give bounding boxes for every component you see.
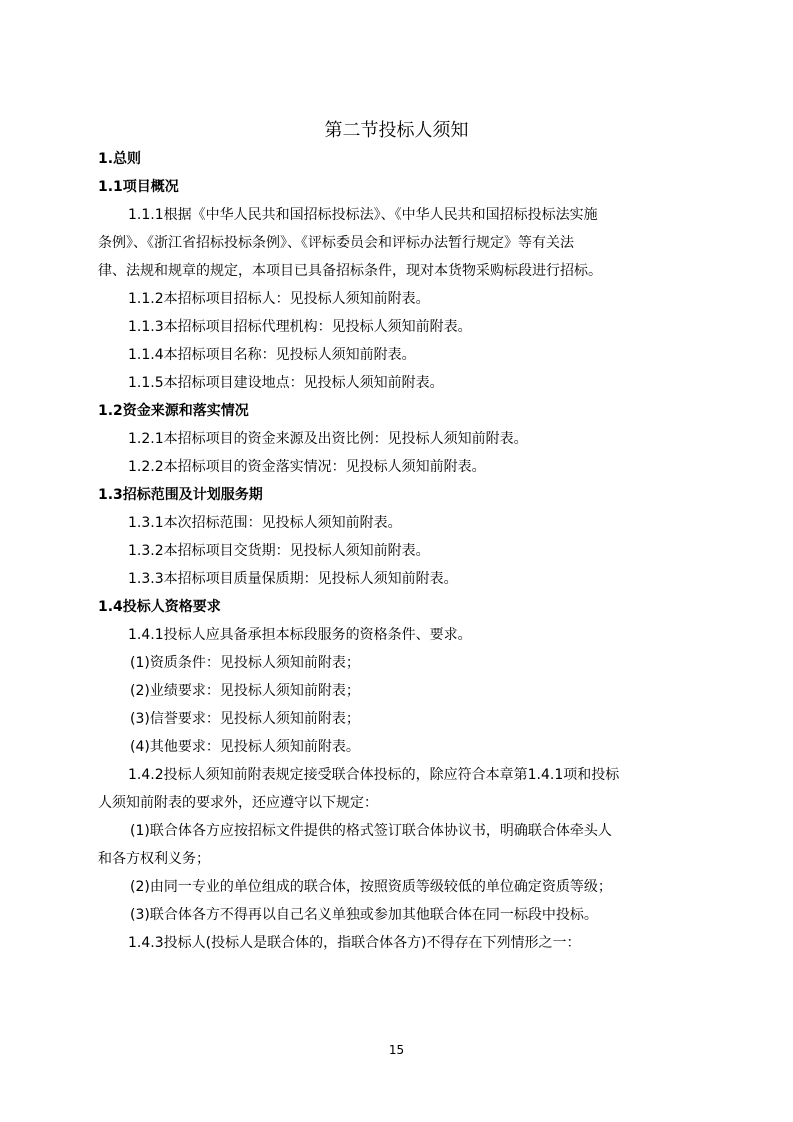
paragraph-1-4-2: 1.4.2投标人须知前附表规定接受联合体投标的，除应符合本章第1.4.1项和投标 <box>128 767 620 783</box>
page-number: 15 <box>388 1043 405 1057</box>
heading-1-4: 1.4投标人资格要求 <box>98 599 221 615</box>
paragraph-1-1-2: 1.1.2本招标项目招标人：见投标人须知前附表。 <box>128 291 430 307</box>
paragraph-1-1-1: 1.1.1根据《中华人民共和国招标投标法》、《中华人民共和国招标投标法实施 <box>128 207 598 223</box>
paragraph-1-1-1-cont2: 律、法规和规章的规定，本项目已具备招标条件，现对本货物采购标段进行招标。 <box>98 263 602 279</box>
list-item-qualification: (1)资质条件：见投标人须知前附表； <box>130 655 360 671</box>
list-item-consortium-3: (3)联合体各方不得再以自己名义单独或参加其他联合体在同一标段中投标。 <box>130 907 598 923</box>
paragraph-1-2-1: 1.2.1本招标项目的资金来源及出资比例：见投标人须知前附表。 <box>128 431 528 447</box>
paragraph-1-4-1: 1.4.1投标人应具备承担本标段服务的资格条件、要求。 <box>128 627 472 643</box>
paragraph-1-1-4: 1.1.4本招标项目名称：见投标人须知前附表。 <box>128 347 416 363</box>
list-item-other: (4)其他要求：见投标人须知前附表。 <box>130 739 360 755</box>
paragraph-1-2-2: 1.2.2本招标项目的资金落实情况：见投标人须知前附表。 <box>128 459 486 475</box>
paragraph-1-1-1-cont: 条例》、《浙江省招标投标条例》、《评标委员会和评标办法暂行规定》等有关法 <box>98 235 574 251</box>
paragraph-1-1-5: 1.1.5本招标项目建设地点：见投标人须知前附表。 <box>128 375 444 391</box>
heading-general: 1.总则 <box>98 151 142 167</box>
heading-1-3: 1.3招标范围及计划服务期 <box>98 487 263 503</box>
list-item-consortium-1-cont: 和各方权利义务； <box>98 851 210 867</box>
paragraph-1-1-3: 1.1.3本招标项目招标代理机构：见投标人须知前附表。 <box>128 319 472 335</box>
list-item-credit: (3)信誉要求：见投标人须知前附表； <box>130 711 360 727</box>
section-title: 第二节投标人须知 <box>324 120 469 141</box>
list-item-performance: (2)业绩要求：见投标人须知前附表； <box>130 683 360 699</box>
heading-1-2: 1.2资金来源和落实情况 <box>98 403 249 419</box>
paragraph-1-4-3: 1.4.3投标人(投标人是联合体的，指联合体各方)不得存在下列情形之一： <box>128 935 581 951</box>
paragraph-1-3-2: 1.3.2本招标项目交货期：见投标人须知前附表。 <box>128 543 430 559</box>
paragraph-1-3-1: 1.3.1本次招标范围：见投标人须知前附表。 <box>128 515 402 531</box>
list-item-consortium-2: (2)由同一专业的单位组成的联合体，按照资质等级较低的单位确定资质等级； <box>130 879 612 895</box>
paragraph-1-3-3: 1.3.3本招标项目质量保质期：见投标人须知前附表。 <box>128 571 458 587</box>
paragraph-1-4-2-cont: 人须知前附表的要求外，还应遵守以下规定： <box>98 795 378 811</box>
heading-1-1: 1.1项目概况 <box>98 179 179 195</box>
list-item-consortium-1: (1)联合体各方应按招标文件提供的格式签订联合体协议书，明确联合体牵头人 <box>130 823 612 839</box>
